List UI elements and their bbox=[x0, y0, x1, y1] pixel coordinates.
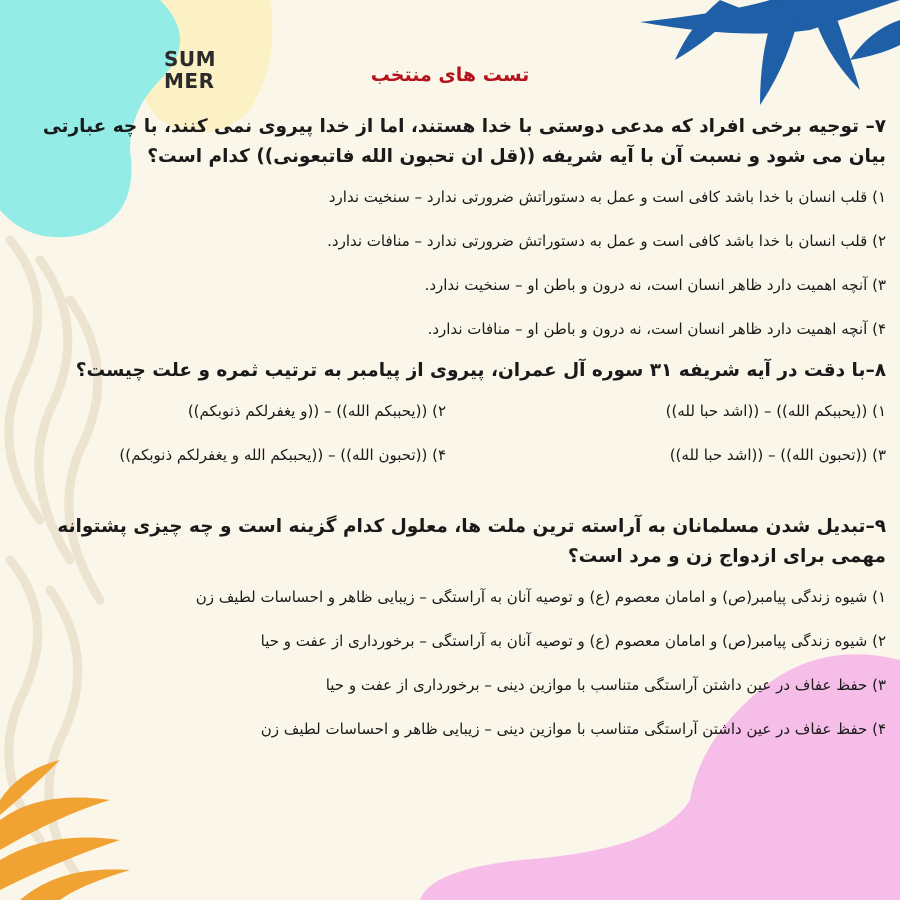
question-9: ۹–تبدیل شدن مسلمانان به آراسته ترین ملت ها، معلول کدام گزینه است و چه چیزی پشتوانه مهمی برای ازدواج زن و مرد است؟ bbox=[57, 516, 886, 567]
page-title: تست های منتخب bbox=[370, 64, 530, 86]
q7-option-1: ۱) قلب انسان با خدا باشد کافی است و عمل به دستوراتش ضرورتی ندارد – سنخیت ندارد bbox=[328, 188, 886, 206]
quiz-content bbox=[10, 112, 886, 742]
q8-option-2: ۲) ((یحببکم الله)) – ((و یغفرلکم ذنوبکم)) bbox=[187, 402, 446, 420]
q7-option-4: ۴) آنچه اهمیت دارد ظاهر انسان است، نه درون و باطن او – منافات ندارد. bbox=[427, 320, 886, 338]
q8-option-1: ۱) ((یحببکم الله)) – ((اشد حبا لله)) bbox=[665, 402, 886, 420]
q7-option-2: ۲) قلب انسان با خدا باشد کافی است و عمل به دستوراتش ضرورتی ندارد – منافات ندارد. bbox=[327, 232, 886, 250]
q8-option-3: ۳) ((تحبون الله)) – ((اشد حبا لله)) bbox=[669, 446, 886, 464]
q7-option-3: ۳) آنچه اهمیت دارد ظاهر انسان است، نه درون و باطن او – سنخیت ندارد. bbox=[424, 276, 886, 294]
blue-leaf-decor bbox=[640, 0, 900, 105]
question-8: ۸–با دقت در آیه شریفه ۳۱ سوره آل عمران، پیروی از پیامبر به ترتیب ثمره و علت چیست؟ bbox=[75, 360, 886, 381]
q9-option-2: ۲) شیوه زندگی پیامبر(ص) و امامان معصوم (ع) و توصیه آنان به آراستگی – برخورداری از عفت و حیا bbox=[260, 632, 886, 650]
orange-leaf-decor bbox=[0, 760, 130, 900]
q9-option-3: ۳) حفظ عفاف در عین داشتن آراستگی متناسب با موازین دینی – برخورداری از عفت و حیا bbox=[325, 676, 886, 694]
q8-options bbox=[10, 398, 886, 468]
question-7: ۷– توجیه برخی افراد که مدعی دوستی با خدا هستند، اما از خدا پیروی نمی کنند، با چه عبارتی بیان می شود و نسبت آن با آیه شریفه ((قل ان تحبون الله فاتبعونی)) کدام است؟ bbox=[42, 116, 886, 167]
q8-option-4: ۴) ((تحبون الله)) – ((یحببکم الله و یغفرلکم ذنوبکم)) bbox=[119, 446, 446, 464]
summer-logo-line2: MER bbox=[164, 69, 215, 93]
q9-option-1: ۱) شیوه زندگی پیامبر(ص) و امامان معصوم (ع) و توصیه آنان به آراستگی – زیبایی ظاهر و احساسات لطیف زن bbox=[195, 588, 886, 606]
q9-option-4: ۴) حفظ عفاف در عین داشتن آراستگی متناسب با موازین دینی – زیبایی ظاهر و احساسات لطیف زن bbox=[260, 720, 886, 738]
summer-logo-line1: SUM bbox=[164, 47, 217, 71]
